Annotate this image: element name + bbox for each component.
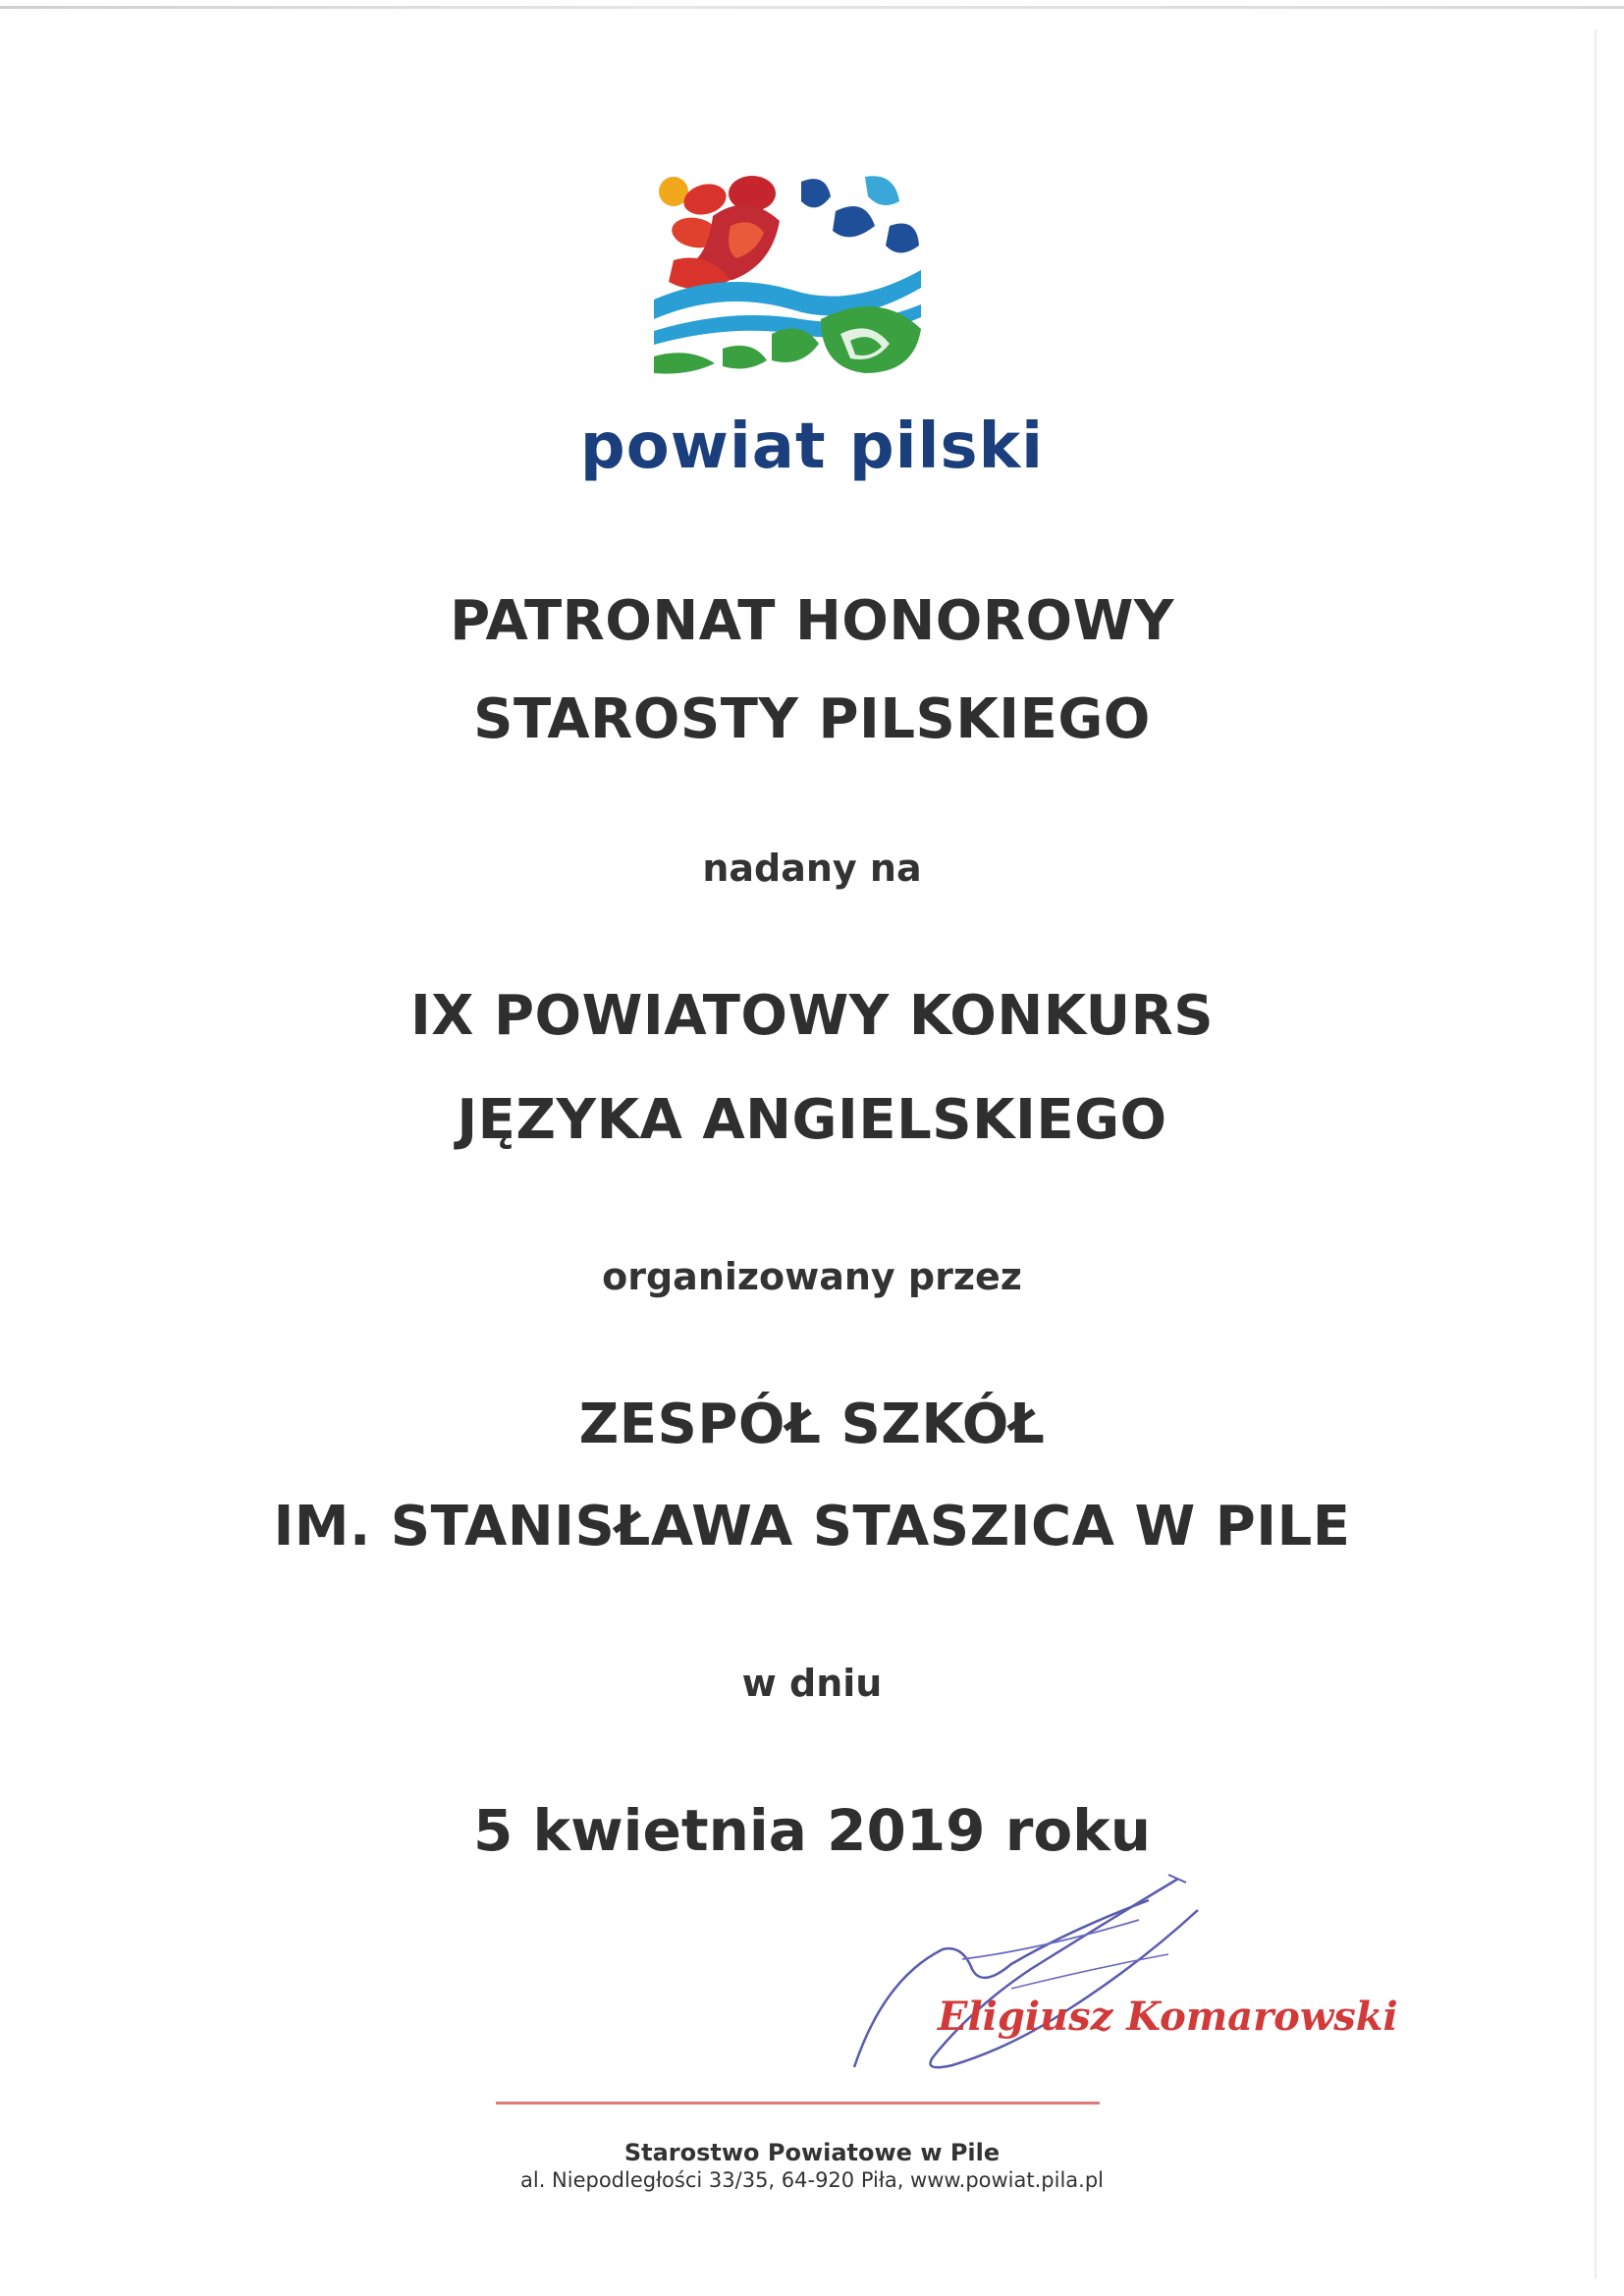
logo-flower-icon <box>654 172 929 378</box>
granted-for-text: nadany na <box>702 847 922 890</box>
footer-divider <box>496 2102 1100 2105</box>
signature-icon <box>815 1861 1227 2087</box>
event-line-1: IX POWIATOWY KONKURS <box>409 984 1215 1048</box>
handwritten-signature <box>815 1861 1227 2087</box>
on-day-text: w dniu <box>741 1662 883 1705</box>
heading-line-1: PATRONAT HONOROWY <box>450 589 1174 653</box>
event-line-2: JĘZYKA ANGIELSKIEGO <box>457 1088 1167 1152</box>
signatory-name: Eligiusz Komarowski <box>938 1994 1398 2040</box>
organizer-line-2: IM. STANISŁAWA STASZICA W PILE <box>273 1495 1351 1558</box>
footer-address: al. Niepodległości 33/35, 64-920 Piła, www.powiat.pila.pl <box>519 2168 1105 2192</box>
powiat-pilski-logo <box>654 172 929 378</box>
scan-edge-right <box>1595 29 1597 2278</box>
event-date: 5 kwietnia 2019 roku <box>472 1797 1152 1864</box>
logo-wordmark: powiat pilski <box>579 410 1045 483</box>
organized-by-text: organizowany przez <box>602 1255 1022 1298</box>
scan-edge-top <box>0 6 1624 9</box>
heading-line-2: STAROSTY PILSKIEGO <box>473 687 1151 751</box>
organizer-line-1: ZESPÓŁ SZKÓŁ <box>578 1393 1046 1456</box>
footer-office-name: Starostwo Powiatowe w Pile <box>623 2139 1001 2166</box>
